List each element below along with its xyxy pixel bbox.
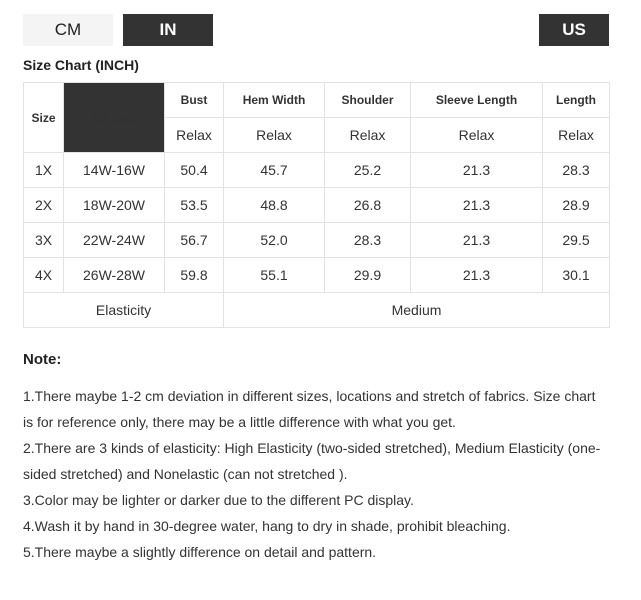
table-cell: 18W-20W — [64, 188, 165, 223]
table-cell: 1X — [24, 153, 64, 188]
fit-length: Relax — [543, 118, 610, 153]
header-length: Length — [543, 83, 610, 118]
table-cell: 26W-28W — [64, 258, 165, 293]
table-cell: 26.8 — [325, 188, 411, 223]
table-cell: 21.3 — [411, 188, 543, 223]
header-us-size: US Size — [64, 83, 165, 153]
table-cell: 56.7 — [165, 223, 224, 258]
unit-tabs — [23, 14, 609, 46]
table-cell: 3X — [24, 223, 64, 258]
table-cell: 45.7 — [224, 153, 325, 188]
table-row — [24, 258, 610, 293]
table-row — [24, 188, 610, 223]
table-cell: 2X — [24, 188, 64, 223]
table-cell: 21.3 — [411, 258, 543, 293]
note-item: 1.There maybe 1-2 cm deviation in different sizes, locations and stretch of fabrics. Size chart is for reference only, there may be a little difference with what you get. — [23, 388, 596, 430]
table-cell: 21.3 — [411, 223, 543, 258]
table-cell: 4X — [24, 258, 64, 293]
note-title: Note: — [23, 351, 62, 368]
table-cell: 48.8 — [224, 188, 325, 223]
fit-sleeve-length: Relax — [411, 118, 543, 153]
header-sleeve-length: Sleeve Length — [411, 83, 543, 118]
table-cell: 30.1 — [543, 258, 610, 293]
header-size: Size — [24, 83, 64, 153]
notes-list — [23, 383, 609, 565]
fit-bust: Relax — [165, 118, 224, 153]
table-cell: 29.5 — [543, 223, 610, 258]
header-hem-width: Hem Width — [224, 83, 325, 118]
tab-us[interactable]: US — [539, 14, 609, 46]
table-cell: 28.3 — [325, 223, 411, 258]
note-item: 4.Wash it by hand in 30-degree water, hang to dry in shade, prohibit bleaching. — [23, 518, 511, 534]
chart-title: Size Chart (INCH) — [23, 57, 139, 73]
header-bust: Bust — [165, 83, 224, 118]
note-item: 5.There maybe a slightly difference on detail and pattern. — [23, 544, 377, 560]
fit-shoulder: Relax — [325, 118, 411, 153]
note-item: 2.There are 3 kinds of elasticity: High Elasticity (two-sided stretched), Medium Elasticity (one-sided stretched) and Nonelastic (can not stretched ). — [23, 440, 601, 482]
table-cell: 50.4 — [165, 153, 224, 188]
elasticity-label: Elasticity — [24, 293, 224, 328]
table-cell: 14W-16W — [64, 153, 165, 188]
table-header-row — [24, 83, 610, 118]
fit-hem-width: Relax — [224, 118, 325, 153]
table-cell: 21.3 — [411, 153, 543, 188]
table-cell: 59.8 — [165, 258, 224, 293]
tab-in[interactable]: IN — [123, 14, 213, 46]
size-table — [23, 82, 610, 328]
table-row — [24, 153, 610, 188]
table-cell: 28.3 — [543, 153, 610, 188]
table-cell: 28.9 — [543, 188, 610, 223]
table-cell: 52.0 — [224, 223, 325, 258]
table-cell: 22W-24W — [64, 223, 165, 258]
table-row — [24, 223, 610, 258]
table-cell: 25.2 — [325, 153, 411, 188]
tab-cm[interactable]: CM — [23, 14, 113, 46]
header-shoulder: Shoulder — [325, 83, 411, 118]
elasticity-value: Medium — [224, 293, 610, 328]
table-elasticity-row — [24, 293, 610, 328]
table-cell: 55.1 — [224, 258, 325, 293]
table-cell: 29.9 — [325, 258, 411, 293]
table-cell: 53.5 — [165, 188, 224, 223]
note-item: 3.Color may be lighter or darker due to the different PC display. — [23, 492, 414, 508]
